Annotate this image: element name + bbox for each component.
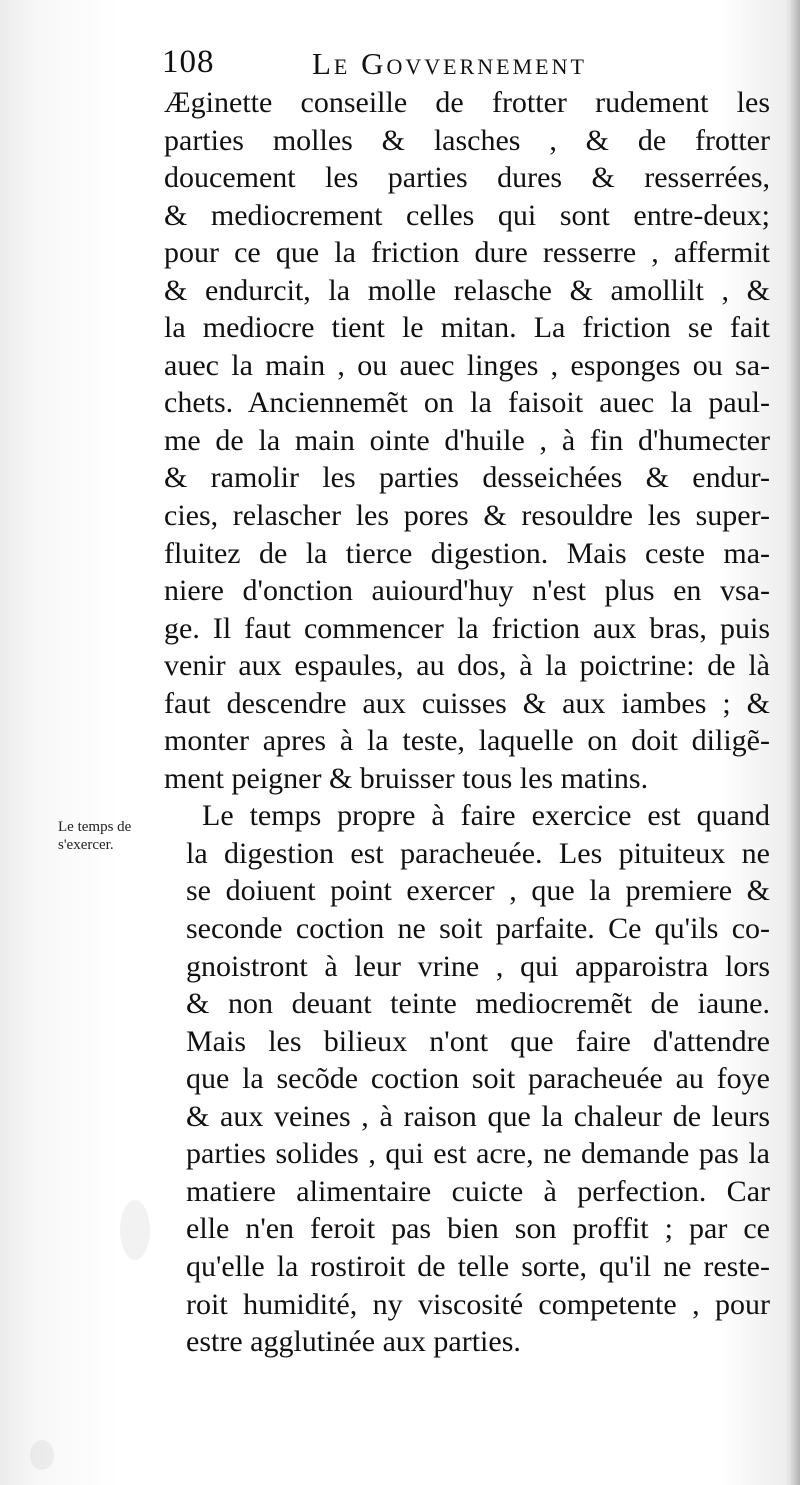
paper-stain xyxy=(30,1440,54,1470)
text-line: parties solides , qui est acre, ne demande pas la xyxy=(186,1137,770,1171)
text-line: roit humidité, ny viscosité competente , pour xyxy=(186,1287,770,1321)
text-line: elle n'en feroit pas bien son proffit ; par ce xyxy=(186,1212,770,1246)
text-line: la digestion est paracheuée. Les pituiteux ne xyxy=(186,836,770,870)
text-line: cies, relascher les pores & resouldre les super- xyxy=(164,499,770,533)
text-line: se doiuent point exercer , que la premiere & xyxy=(186,874,770,908)
margin-note-line: s'exercer. xyxy=(58,837,114,853)
text-line: venir aux espaules, au dos, à la poictrine: de là xyxy=(164,649,770,683)
text-line: faut descendre aux cuisses & aux iambes ; & xyxy=(164,686,770,720)
text-line: chets. Anciennemẽt on la faisoit auec la paul- xyxy=(164,386,770,420)
page-number: 108 xyxy=(162,44,215,80)
text-line: & mediocrement celles qui sont entre-deux; xyxy=(164,198,770,232)
text-line: niere d'onction auiourd'huy n'est plus en vsa- xyxy=(164,574,770,608)
text-line: pour ce que la friction dure resserre , affermit xyxy=(164,236,770,270)
margin-note-line: Le temps de xyxy=(58,819,132,835)
text-line: me de la main ointe d'huile , à fin d'humecter xyxy=(164,423,770,457)
text-line: qu'elle la rostiroit de telle sorte, qu'il ne reste- xyxy=(186,1249,770,1283)
text-line: & ramolir les parties desseichées & endur- xyxy=(164,461,770,495)
text-line: la mediocre tient le mitan. La friction se fait xyxy=(164,311,770,345)
running-title: Le Govvernement xyxy=(312,46,587,81)
text-line: matiere alimentaire cuicte à perfection. Car xyxy=(186,1174,770,1208)
text-line: ment peigner & bruisser tous les matins. xyxy=(164,761,649,795)
text-line: Æginette conseille de frotter rudement les xyxy=(164,86,770,119)
page-gutter-shadow xyxy=(786,0,800,1485)
paragraph-first-line: Le temps propre à faire exercice est quand xyxy=(202,799,770,833)
text-line: & endurcit, la molle relasche & amollilt , & xyxy=(164,273,770,307)
text-line: & non deuant teinte mediocremẽt de iaune. xyxy=(186,987,770,1021)
body-text xyxy=(164,84,770,1361)
text-line: estre agglutinée aux parties. xyxy=(186,1325,521,1359)
paper-stain xyxy=(120,1200,150,1260)
text-line: doucement les parties dures & resserrées, xyxy=(164,161,770,195)
text-line: auec la main , ou auec linges , esponges ou sa- xyxy=(164,348,770,382)
running-head xyxy=(162,44,642,84)
text-line: gnoistront à leur vrine , qui apparoistra lors xyxy=(186,949,770,983)
margin-note xyxy=(58,818,178,854)
text-line: que la secõde coction soit paracheuée au foye xyxy=(186,1062,770,1096)
text-line: & aux veines , à raison que la chaleur de leurs xyxy=(186,1099,770,1133)
text-line: Mais les bilieux n'ont que faire d'attendre xyxy=(186,1024,770,1058)
text-line: ge. Il faut commencer la friction aux bras, puis xyxy=(164,611,770,645)
text-line: fluitez de la tierce digestion. Mais ceste ma- xyxy=(164,536,770,570)
text-line: monter apres à la teste, laquelle on doit diligẽ- xyxy=(164,724,770,758)
text-line: parties molles & lasches , & de frotter xyxy=(164,123,770,157)
text-line: seconde coction ne soit parfaite. Ce qu'ils co- xyxy=(186,912,770,946)
